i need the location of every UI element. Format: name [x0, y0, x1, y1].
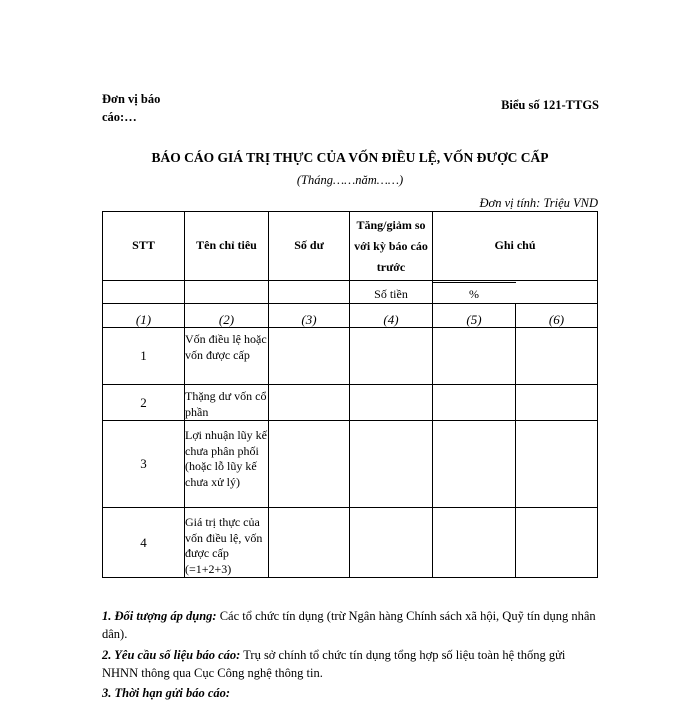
- row-1-stt: 1: [140, 348, 147, 364]
- note-1-label: 1. Đối tượng áp dụng:: [102, 609, 217, 623]
- form-code: Biểu số 121-TTGS: [501, 98, 599, 112]
- row-2-name: Thặng dư vốn cổ phần: [185, 389, 267, 419]
- subheader-percent: %: [469, 287, 479, 301]
- report-title: BÁO CÁO GIÁ TRỊ THỰC CỦA VỐN ĐIỀU LỆ, VỐN ĐƯỢC CẤP: [151, 150, 549, 165]
- column-number-2: (2): [218, 312, 235, 327]
- row-3-stt: 3: [140, 456, 147, 472]
- header-balance: Số dư: [294, 238, 324, 253]
- row-3-name: Lợi nhuận lũy kế chưa phân phối (hoặc lỗ lũy kế chưa xử lý): [185, 428, 267, 489]
- header-indicator: Tên chỉ tiêu: [196, 238, 257, 253]
- report-period: (Tháng……năm……): [296, 173, 404, 187]
- header-stt: STT: [132, 238, 155, 253]
- header-note: Ghi chú: [494, 238, 536, 253]
- note-3-label: 3. Thời hạn gửi báo cáo:: [102, 686, 231, 700]
- note-1-text: Các tổ chức tín dụng (trừ Ngân hàng Chính sách xã hội, Quỹ tín dụng nhân dân).: [102, 609, 596, 641]
- row-4-stt: 4: [140, 534, 147, 550]
- column-number-5: (5): [466, 312, 482, 327]
- row-2-stt: 2: [140, 394, 147, 410]
- note-data-requirements: [102, 646, 598, 682]
- note-2-text: Trụ sở chính tổ chức tín dụng tổng hợp số liệu toàn hệ thống gửi NHNN thông qua Cục Công nghệ thông tin.: [102, 648, 566, 680]
- currency-unit: Đơn vị tính: Triệu VND: [479, 196, 598, 210]
- column-number-6: (6): [548, 312, 565, 327]
- header-change: Tăng/giảm so với kỳ báo cáo trước: [354, 217, 428, 274]
- row-4-name: Giá trị thực của vốn điều lệ, vốn được cấp (=1+2+3): [185, 515, 263, 576]
- note-applicable-entities: [102, 607, 598, 643]
- column-number-3: (3): [301, 312, 317, 327]
- reporting-unit-label: Đơn vị báo cáo:…: [102, 92, 161, 124]
- column-number-4: (4): [383, 312, 399, 327]
- note-deadline: [102, 684, 598, 702]
- row-1-name: Vốn điều lệ hoặc vốn được cấp: [185, 332, 267, 362]
- note-2-label: 2. Yêu cầu số liệu báo cáo:: [102, 648, 241, 662]
- subheader-amount: Số tiền: [374, 287, 408, 301]
- column-number-1: (1): [135, 312, 152, 327]
